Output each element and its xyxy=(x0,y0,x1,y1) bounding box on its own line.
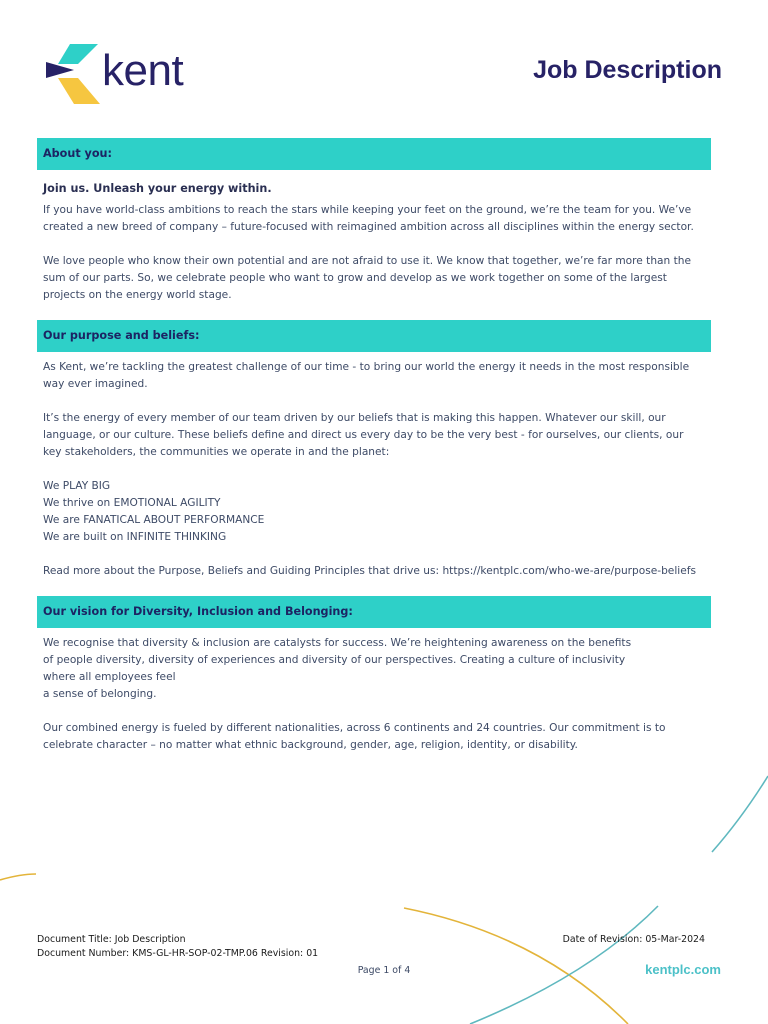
paragraph: Our combined energy is fueled by different nationalities, across 6 continents and 24 countries. Our commitment is to celebrate character – no matter what ethnic background, gender, age, religion, identity, or disability. xyxy=(43,722,666,751)
belief-item: We are built on INFINITE THINKING xyxy=(43,531,227,543)
belief-item: We are FANATICAL ABOUT PERFORMANCE xyxy=(43,514,265,526)
teal-swoosh-right xyxy=(712,776,768,852)
belief-item: We PLAY BIG xyxy=(43,480,111,492)
section-diversity-inclusion xyxy=(37,596,711,754)
section-about-you xyxy=(37,138,711,320)
footer-revision-date: Date of Revision: 05-Mar-2024 xyxy=(562,934,705,945)
footer-document-title: Document Title: Job Description xyxy=(37,934,186,945)
document-heading: Job Description xyxy=(533,56,722,84)
section-lead: Join us. Unleash your energy within. xyxy=(43,182,272,195)
section-purpose-beliefs xyxy=(37,320,711,596)
footer-document-info xyxy=(37,933,318,960)
kent-logo xyxy=(44,42,204,106)
paragraph: We recognise that diversity & inclusion are catalysts for success. We’re heightening awareness on the benefits of people diversity, diversity of experiences and diversity of our perspectives. Creating a culture of inclusivity where all employees feel xyxy=(43,637,632,683)
footer-website-link[interactable]: kentplc.com xyxy=(645,962,721,977)
kent-logo-wordmark: kent xyxy=(102,46,184,95)
paragraph: If you have world-class ambitions to reach the stars while keeping your feet on the ground, we’re the team for you. We’ve created a new breed of company – future-focused with reimagined ambition across all disciplines within the energy sector. xyxy=(43,204,694,233)
section-header: About you: xyxy=(37,138,711,170)
paragraph: a sense of belonging. xyxy=(43,688,157,700)
read-more-link-text[interactable]: Read more about the Purpose, Beliefs and Guiding Principles that drive us: https://kentplc.com/who-we-are/purpose-beliefs xyxy=(43,565,696,577)
paragraph: It’s the energy of every member of our team driven by our beliefs that is making this happen. Whatever our skill, our language, or our culture. These beliefs define and direct us every day to be the very best - for ourselves, our clients, our key stakeholders, the communities we operate in and the planet: xyxy=(43,412,684,458)
paragraph: We love people who know their own potential and are not afraid to use it. We know that together, we’re far more than the sum of our parts. So, we celebrate people who want to grow and develop as we work together on some of the largest projects on the energy world stage. xyxy=(43,255,691,301)
document-body xyxy=(37,138,711,754)
belief-item: We thrive on EMOTIONAL AGILITY xyxy=(43,497,221,509)
section-header: Our vision for Diversity, Inclusion and Belonging: xyxy=(37,596,711,628)
paragraph: As Kent, we’re tackling the greatest challenge of our time - to bring our world the energy it needs in the most responsible way ever imagined. xyxy=(43,361,690,390)
yellow-swoosh-left xyxy=(0,874,36,880)
footer-page-number: Page 1 of 4 xyxy=(357,965,411,976)
section-header: Our purpose and beliefs: xyxy=(37,320,711,352)
footer-document-number: Document Number: KMS-GL-HR-SOP-02-TMP.06 Revision: 01 xyxy=(37,947,319,959)
beliefs-list xyxy=(43,478,705,546)
kent-logo-mark xyxy=(44,42,104,106)
